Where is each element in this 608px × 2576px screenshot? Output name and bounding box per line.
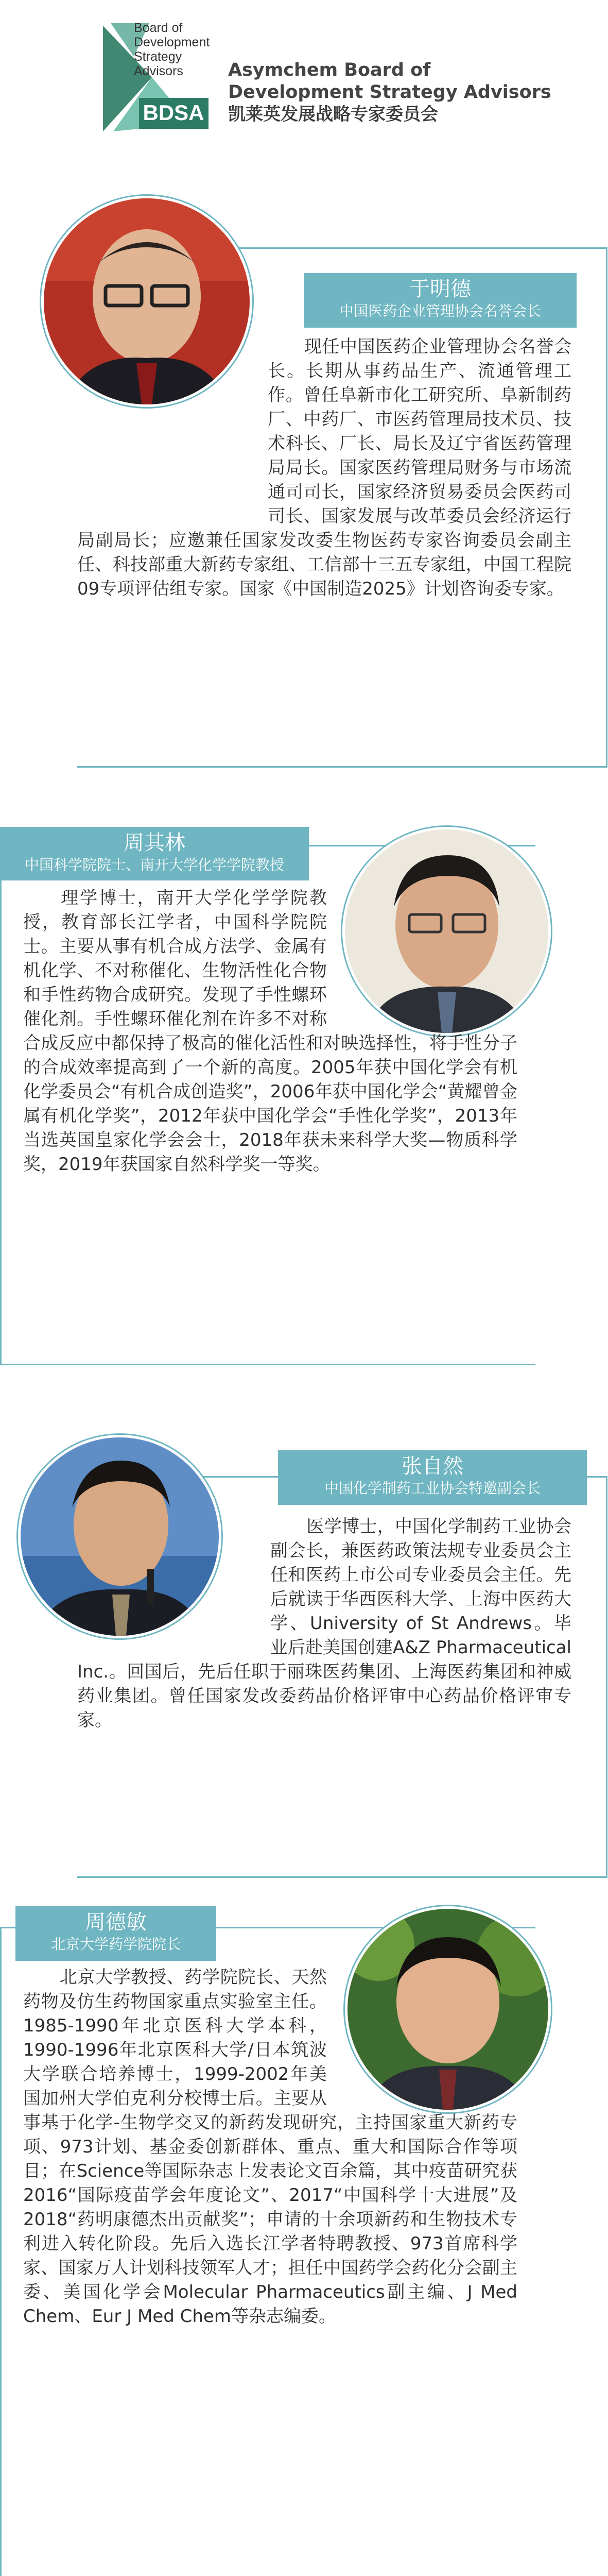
org-name-en-1: Asymchem Board of xyxy=(228,60,431,80)
name-tag xyxy=(278,1450,587,1505)
advisor-name: 周其林 xyxy=(124,831,185,855)
name-tag xyxy=(0,827,309,880)
advisor-card-3 xyxy=(0,1427,608,1891)
advisor-name: 于明德 xyxy=(409,277,471,301)
advisor-bio xyxy=(23,886,517,1177)
bio-text: 医学博士，中国化学制药工业协会副会长，兼医药政策法规专业委员会主任和医药上市公司专业委员会主任。先后就读于华西医科大学、上海中医药大学、University of St Andrews。毕业后赴美国创建A&Z Pharmaceutical Inc.。回国后，先后任职于丽珠医药集团、上海医药集团和神威药业集团。曾任国家发改委药品价格评审中心药品价格评审专家。 xyxy=(77,1516,572,1731)
advisor-card-4 xyxy=(0,1901,608,2576)
bio-text: 理学博士，南开大学化学学院教授，教育部长江学者，中国科学院院士。主要从事有机合成方法学、金属有机化学、不对称催化、生物活性化合物和手性药物合成研究。发现了手性螺环催化剂。手性螺环催化剂在许多不对称合成反应中都保持了极高的催化活性和对映选择性，将手性分子的合成效率提高到了一个新的高度。2005年获中国化学会有机化学委员会“有机合成创造奖”，2006年获中国化学会“黄耀曾金属有机化学奖”，2012年获中国化学会“手性化学奖”，2013年当选英国皇家化学会会士，2018年获未来科学大奖—物质科学奖，2019年获国家自然科学奖一等奖。 xyxy=(23,888,517,1175)
name-tag xyxy=(304,273,577,328)
advisor-bio xyxy=(23,1965,517,2329)
advisor-name: 周德敏 xyxy=(85,1910,147,1934)
advisor-title: 中国化学制药工业协会特邀副会长 xyxy=(324,1480,541,1497)
name-tag xyxy=(15,1906,216,1961)
bio-text: 现任中国医药企业管理协会名誉会长。长期从事药品生产、流通管理工作。曾任阜新市化工研究所、阜新制药厂、中药厂、市医药管理局技术员、技术科长、厂长、局长及辽宁省医药管理局局长。国家医药管理局财务与市场流通司司长，国家经济贸易委员会医药司司长、国家发展与改革委员会经济运行局副局长；应邀兼任国家发改委生物医药专家咨询委员会副主任、科技部重大新药专家组、工信部十三五专家组，中国工程院09专项评估组专家。国家《中国制造2025》计划咨询委专家。 xyxy=(77,336,571,599)
advisor-name: 张自然 xyxy=(402,1454,463,1478)
advisor-title: 中国医药企业管理协会名誉会长 xyxy=(339,302,541,319)
org-name-cn: 凯莱英发展战略专家委员会 xyxy=(228,104,438,125)
logo-line-4: Advisors xyxy=(134,64,183,78)
logo-line-1: Board of xyxy=(134,21,183,35)
header xyxy=(0,0,608,170)
advisor-bio xyxy=(77,1515,571,1733)
advisor-title: 中国科学院院士、南开大学化学学院教授 xyxy=(24,856,284,873)
advisor-title: 北京大学药学院院长 xyxy=(50,1936,181,1953)
logo-line-2: Development xyxy=(134,35,210,49)
logo-line-3: Strategy xyxy=(134,49,182,64)
org-name-en-2: Development Strategy Advisors xyxy=(228,82,551,103)
logo-mark: BDSA xyxy=(143,100,204,125)
advisor-card-1 xyxy=(0,185,608,804)
advisor-bio xyxy=(77,335,571,601)
bdsa-logo xyxy=(103,21,211,137)
org-name xyxy=(228,59,551,126)
bio-text: 北京大学教授、药学院院长、天然药物及仿生药物国家重点实验室主任。1985-1990年北京医科大学本科，1990-1996年北京医科大学/日本筑波大学联合培养博士，1999-2002年美国加州大学伯克利分校博士后。主要从事基于化学-生物学交叉的新药发现研究，主持国家重大新药专项、973计划、基金委创新群体、重点、重大和国际合作等项目；在Science等国际杂志上发表论文百余篇，其中疫苗研究获2016“国际疫苗学会年度论文”、2017“中国科学十大进展”及2018“药明康德杰出贡献奖”；申请的十余项新药和生物技术专利进入转化阶段。先后入选长江学者特聘教授、973首席科学家、国家万人计划科技领军人才；担任中国药学会药化分会副主委、美国化学会Molecular Pharmaceutics副主编、J Med Chem、Eur J Med Chem等杂志编委。 xyxy=(23,1967,517,2327)
advisor-card-2 xyxy=(0,822,608,1414)
